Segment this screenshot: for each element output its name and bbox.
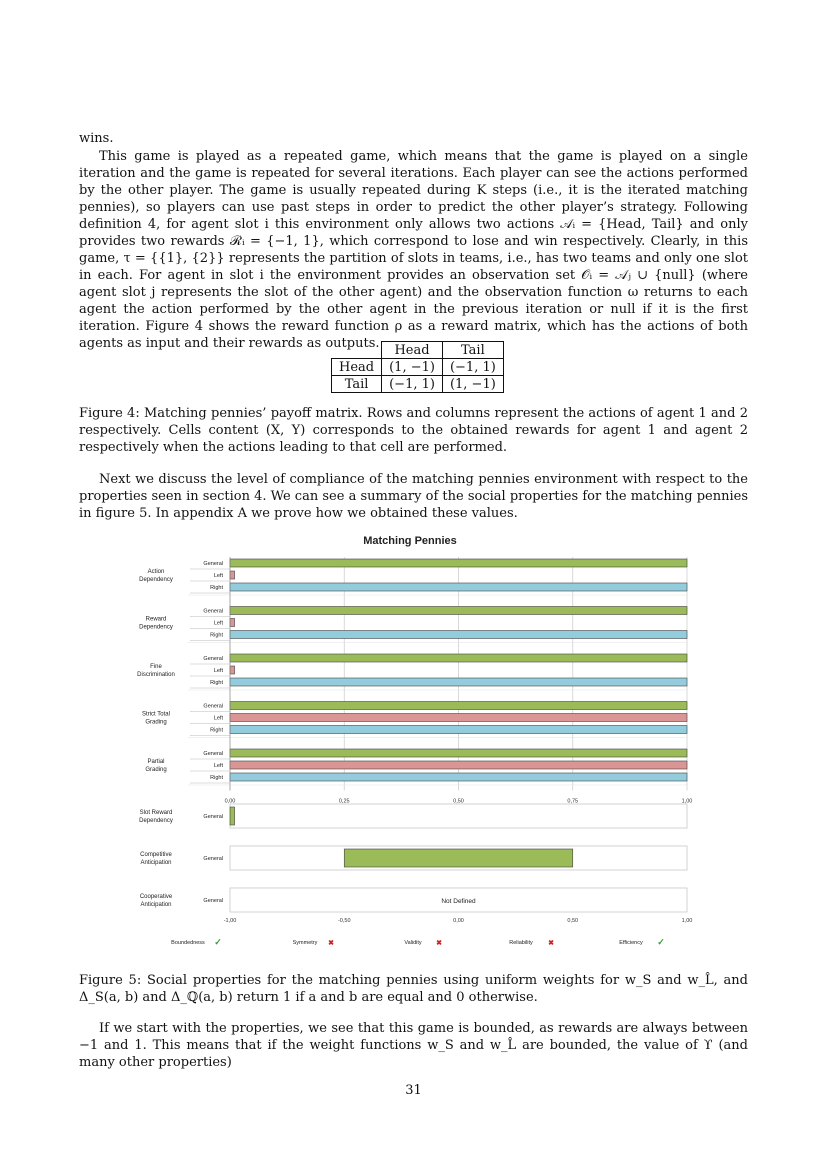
bar-general — [230, 559, 687, 567]
paragraph-boundedness: If we start with the properties, we see that this game is bounded, as rewards are always between −1 and 1. This means that if the weight functions w_S and w_L̂ are bounded, the value of ϒ (and many other properties) — [79, 1021, 748, 1070]
check-icon: ✓ — [657, 937, 665, 947]
group-label: Competitive — [140, 852, 172, 858]
social-properties-chart — [100, 528, 720, 956]
bar-right — [230, 678, 687, 686]
bar-left — [230, 714, 687, 722]
legend-label: Efficiency — [619, 940, 643, 946]
bar-name-label: Left — [213, 715, 223, 722]
group-label: Dependency — [139, 624, 173, 631]
bar-right — [230, 773, 687, 781]
check-icon: ✓ — [214, 937, 222, 947]
bar-left — [230, 571, 235, 579]
not-defined-note: Not Defined — [441, 898, 476, 905]
payoff-row — [332, 359, 504, 376]
x-tick-label: 1,00 — [681, 918, 693, 924]
bar-general — [230, 702, 687, 710]
group-label: Cooperative — [139, 894, 173, 900]
bar-name-label: Right — [210, 680, 223, 686]
bar-name-label: General — [203, 656, 223, 662]
paragraph-compliance: Next we discuss the level of compliance of the matching pennies environment with respect to the properties seen in section 4. We can see a summary of the social properties for the matching pennies in figure 5. In appendix A we prove how we obtained these values. — [79, 472, 748, 521]
bar-general — [344, 849, 573, 867]
legend-label: Reliability — [509, 940, 533, 946]
legend-label: Symmetry — [292, 940, 318, 946]
bar-name-label: General — [203, 608, 223, 615]
bar-name-label: General — [203, 814, 223, 820]
payoff-cell: (1, −1) — [442, 376, 503, 393]
legend-label: Validity — [404, 940, 422, 946]
payoff-row-label: Head — [332, 359, 382, 376]
group-label: Strict Total — [142, 711, 170, 718]
bar-left — [230, 761, 687, 769]
bar-name-label: Left — [213, 573, 223, 579]
payoff-cell: (−1, 1) — [442, 359, 503, 376]
x-tick-label: -0,50 — [337, 918, 351, 924]
group-label: Dependency — [139, 818, 173, 824]
bar-right — [230, 631, 687, 639]
bar-left — [230, 666, 235, 674]
bar-name-label: Right — [210, 632, 223, 639]
group-label: Fine — [150, 664, 162, 670]
x-tick-label: 0,75 — [567, 798, 579, 805]
x-tick-label: 0,50 — [453, 798, 464, 805]
payoff-header-row — [332, 342, 504, 359]
bar-right — [230, 726, 687, 734]
x-tick-label: 1,00 — [681, 798, 693, 805]
bar-name-label: General — [203, 856, 223, 862]
group-label: Anticipation — [140, 902, 172, 908]
payoff-cell: (1, −1) — [382, 359, 443, 376]
bar-name-label: Right — [210, 727, 223, 734]
paragraph-game-description: This game is played as a repeated game, which means that the game is played on a single iteration and the game is repeated for several iterations. Each player can see the actions performed by the other player. The game is usually repeated during K steps (i.e., it is the iterated matching pennies), so players can use past steps in order to predict the other player’s strategy. Following definition 4, for agent slot i this environment only allows two actions 𝒜ᵢ = {Head, Tail} and only provides two rewards ℛᵢ = {−1, 1}, which correspond to lose and win respectively. Clearly, in this game, τ = {{1}, {2}} represents the partition of slots in teams, i.e., has two teams and only one slot in each. For agent in slot i the environment provides an observation set 𝒪ᵢ = 𝒜ⱼ ∪ {null} (where agent slot j represents the slot of the other agent) and the observation function ω returns to each agent the action performed by the other agent in the previous iteration or null if it is the first iteration. Figure 4 shows the reward function ρ as a reward matrix, which has the actions of both agents as input and their rewards as outputs. — [79, 149, 748, 351]
x-tick-label: 0,25 — [338, 798, 350, 805]
bar-name-label: Left — [213, 620, 223, 627]
group-label: Grading — [145, 767, 167, 773]
payoff-row — [332, 376, 504, 393]
group-label: Grading — [145, 719, 167, 726]
group-label: Reward — [145, 616, 167, 623]
cross-icon: ✖ — [436, 940, 442, 947]
payoff-col-header: Head — [382, 342, 443, 359]
payoff-col-header: Tail — [442, 342, 503, 359]
bar-general — [230, 749, 687, 757]
bar-name-label: Left — [213, 763, 223, 769]
group-label: Anticipation — [140, 860, 172, 866]
payoff-cell: (−1, 1) — [382, 376, 443, 393]
chart-title: Matching Pennies — [363, 535, 457, 547]
paragraph-wins: wins. — [79, 131, 114, 146]
x-tick-label: 0,50 — [567, 918, 579, 924]
group-label: Action — [147, 569, 165, 575]
bar-general — [230, 654, 687, 662]
payoff-row-label: Tail — [332, 376, 382, 393]
bar-name-label: General — [203, 561, 223, 567]
x-tick-label: 0,00 — [453, 918, 464, 924]
cross-icon: ✖ — [548, 940, 554, 947]
bar-general — [230, 607, 687, 615]
bar-name-label: Right — [210, 775, 223, 781]
bar-general — [230, 807, 235, 825]
payoff-corner — [332, 342, 382, 359]
bar-left — [230, 619, 235, 627]
bar-name-label: Right — [210, 585, 223, 591]
bar-name-label: General — [203, 751, 223, 757]
payoff-matrix — [331, 341, 504, 393]
bar-right — [230, 583, 687, 591]
cross-icon: ✖ — [328, 940, 334, 947]
group-label: Partial — [147, 759, 165, 765]
page-number: 31 — [405, 1083, 422, 1098]
group-label: Slot Reward — [139, 810, 173, 816]
bar-name-label: General — [203, 898, 223, 904]
group-label: Discrimination — [137, 672, 175, 678]
legend-label: Boundedness — [171, 940, 205, 946]
x-tick-label: 0,00 — [224, 798, 236, 805]
bar-name-label: Left — [213, 668, 223, 674]
bottom-panel-box — [230, 804, 687, 828]
group-label: Dependency — [139, 577, 173, 583]
figure-5-caption: Figure 5: Social properties for the matching pennies using uniform weights for w_S and w_L̂, and Δ_S(a, b) and Δ_ℚ(a, b) return 1 if a and b are equal and 0 otherwise. — [79, 973, 748, 1005]
bar-name-label: General — [203, 703, 223, 710]
figure-4-caption: Figure 4: Matching pennies’ payoff matrix. Rows and columns represent the actions of agent 1 and 2 respectively. Cells content (X, Y) corresponds to the obtained rewards for agent 1 and agent 2 respectively when the actions leading to that cell are performed. — [79, 406, 748, 455]
x-tick-label: -1,00 — [223, 918, 237, 924]
